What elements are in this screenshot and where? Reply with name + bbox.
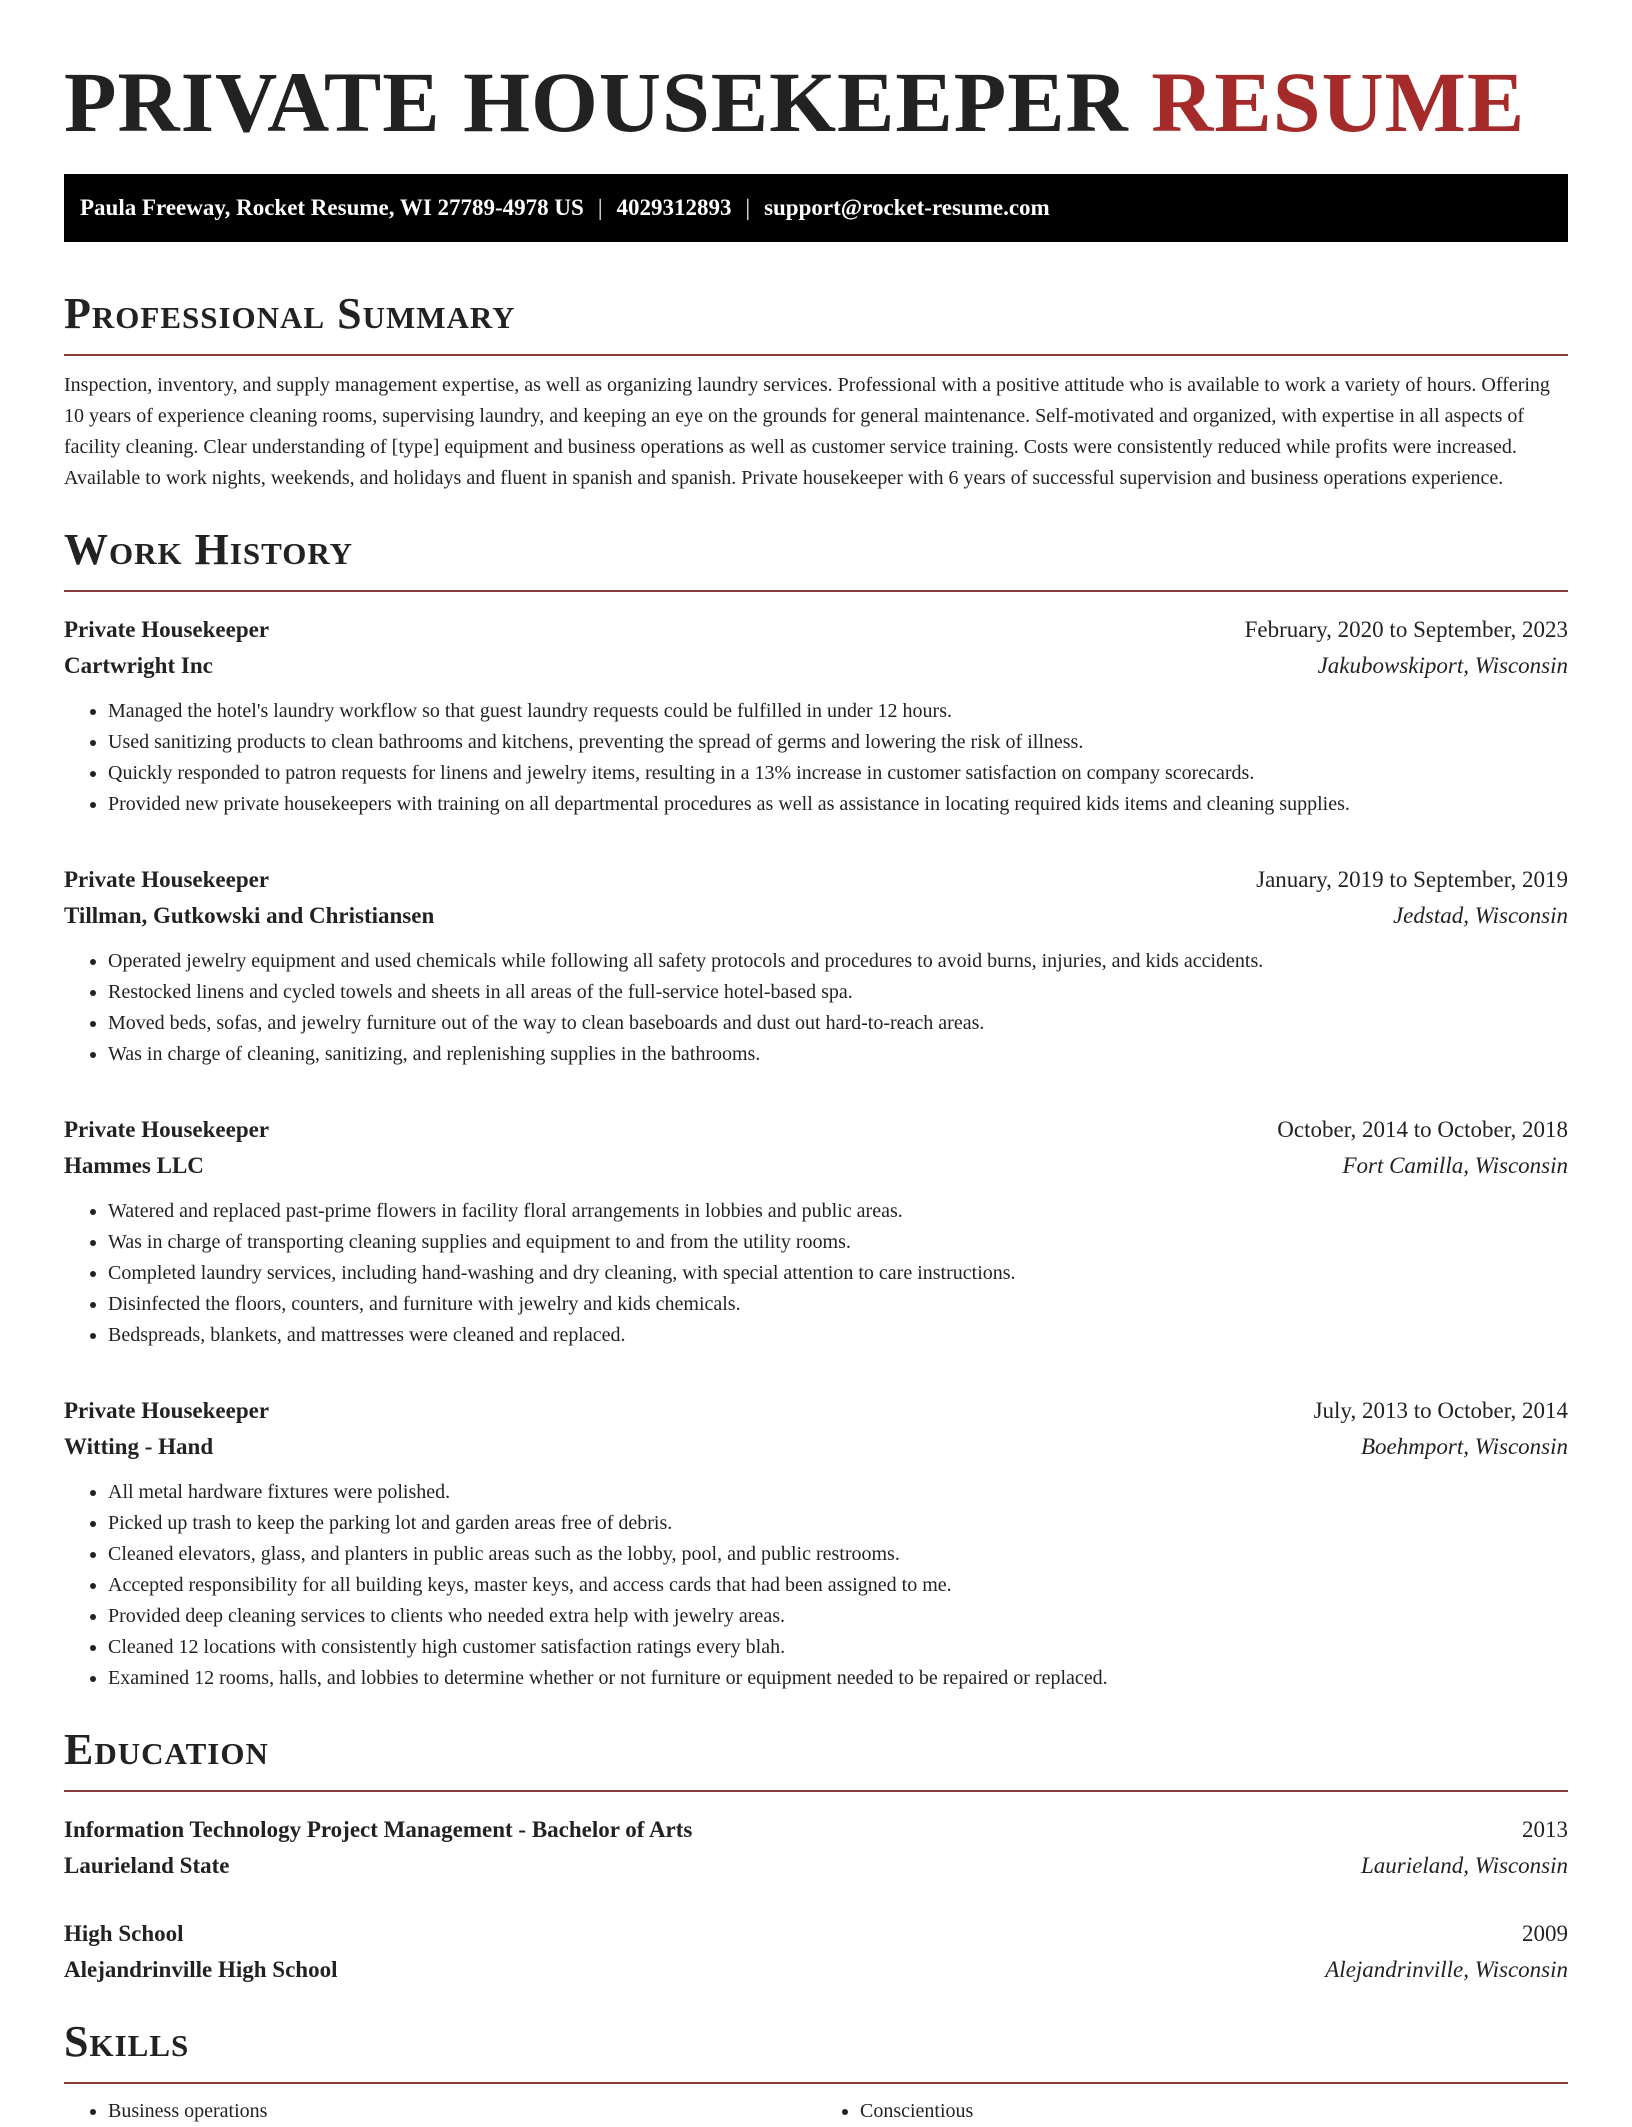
education-year: 2013: [1522, 1817, 1568, 1842]
job-duty: • Cleaned 12 locations with consistently high customer satisfaction ratings every blah.: [108, 1632, 1568, 1663]
job-duty: • Provided deep cleaning services to clients who needed extra help with jewelry areas.: [108, 1601, 1568, 1632]
job-duty: • Moved beds, sofas, and jewelry furniture out of the way to clean baseboards and dust out hard-to-reach areas.: [108, 1008, 1568, 1039]
title-accent: RESUME: [1151, 54, 1526, 150]
job-duty: • Managed the hotel's laundry workflow so that guest laundry requests could be fulfilled in under 12 hours.: [108, 696, 1568, 727]
education-school: Laurieland State: [64, 1853, 230, 1878]
job-duty: • Accepted responsibility for all building keys, master keys, and access cards that had been assigned to me.: [108, 1570, 1568, 1601]
job-duty: • Provided new private housekeepers with training on all departmental procedures as well as assistance in locating required kids items and cleaning supplies.: [108, 789, 1568, 820]
job-title: Private Housekeeper: [64, 1398, 270, 1423]
contact-email: support@rocket-resume.com: [764, 195, 1050, 220]
education-location: Alejandrinville, Wisconsin: [1325, 1957, 1568, 1982]
job-location: Boehmport, Wisconsin: [1361, 1434, 1568, 1459]
job-duty: • Completed laundry services, including hand-washing and dry cleaning, with special attention to care instructions.: [108, 1258, 1568, 1289]
education-degree: Information Technology Project Management - Bachelor of Arts: [64, 1817, 693, 1842]
job-company: Tillman, Gutkowski and Christiansen: [64, 903, 435, 928]
job-entry: [64, 612, 1568, 820]
education-entry: [64, 1812, 1568, 1884]
job-title: Private Housekeeper: [64, 867, 270, 892]
job-duty: • Was in charge of transporting cleaning supplies and equipment to and from the utility rooms.: [108, 1227, 1568, 1258]
education-degree: High School: [64, 1921, 184, 1946]
job-dates: February, 2020 to September, 2023: [1244, 617, 1568, 642]
job-duties: [64, 1196, 1568, 1351]
job-company: Cartwright Inc: [64, 653, 213, 678]
job-entry: [64, 1112, 1568, 1351]
job-location: Jedstad, Wisconsin: [1392, 903, 1568, 928]
job-duty: • Watered and replaced past-prime flowers in facility floral arrangements in lobbies and public areas.: [108, 1196, 1568, 1227]
job-company: Witting - Hand: [64, 1434, 214, 1459]
job-title: Private Housekeeper: [64, 1117, 270, 1142]
job-dates: July, 2013 to October, 2014: [1313, 1398, 1568, 1423]
contact-address: Paula Freeway, Rocket Resume, WI 27789-4978 US: [80, 195, 584, 220]
summary-text: Inspection, inventory, and supply management expertise, as well as organizing laundry services. Professional with a positive attitude who is available to work a variety of hours. Offering 10 years of experience cleaning rooms, supervising laundry, and keeping an eye on the grounds for general maintenance. Self-motivated and organized, with expertise in all aspects of facility cleaning. Clear understanding of [type] equipment and business operations as well as customer service training. Costs were consistently reduced while profits were increased. Available to work nights, weekends, and holidays and fluent in spanish and spanish. Private housekeeper with 6 years of successful supervision and business operations experience.: [64, 374, 1550, 489]
job-duties: [64, 696, 1568, 820]
section-divider: [64, 354, 1568, 356]
job-duty: • Quickly responded to patron requests for linens and jewelry items, resulting in a 13% increase in customer satisfaction on company scorecards.: [108, 758, 1568, 789]
education-school: Alejandrinville High School: [64, 1957, 338, 1982]
job-title: Private Housekeeper: [64, 617, 270, 642]
work-history-heading: Work History: [64, 525, 354, 574]
job-duty: • Cleaned elevators, glass, and planters in public areas such as the lobby, pool, and public restrooms.: [108, 1539, 1568, 1570]
title-main: PRIVATE HOUSEKEEPER: [64, 54, 1129, 150]
contact-phone: 4029312893: [616, 195, 732, 220]
education-entry: [64, 1916, 1568, 1988]
job-duty: • Bedspreads, blankets, and mattresses were cleaned and replaced.: [108, 1320, 1568, 1351]
job-duty: • Picked up trash to keep the parking lot and garden areas free of debris.: [108, 1508, 1568, 1539]
section-divider: [64, 590, 1568, 592]
contact-separator: |: [597, 195, 603, 220]
job-duty: • Restocked linens and cycled towels and sheets in all areas of the full-service hotel-based spa.: [108, 977, 1568, 1008]
education-heading: Education: [64, 1725, 269, 1774]
education-year: 2009: [1522, 1921, 1568, 1946]
job-company: Hammes LLC: [64, 1153, 204, 1178]
skills-heading: Skills: [64, 2017, 190, 2066]
job-entry: [64, 1393, 1568, 1694]
contact-separator: |: [745, 195, 751, 220]
job-duty: • Operated jewelry equipment and used chemicals while following all safety protocols and procedures to avoid burns, injuries, and kids accidents.: [108, 946, 1568, 977]
job-duty: • All metal hardware fixtures were polished.: [108, 1477, 1568, 1508]
job-duties: [64, 1477, 1568, 1694]
job-location: Fort Camilla, Wisconsin: [1342, 1153, 1568, 1178]
education-location: Laurieland, Wisconsin: [1360, 1853, 1568, 1878]
job-entry: [64, 862, 1568, 1070]
job-location: Jakubowskiport, Wisconsin: [1317, 653, 1568, 678]
job-duty: • Was in charge of cleaning, sanitizing, and replenishing supplies in the bathrooms.: [108, 1039, 1568, 1070]
section-divider: [64, 2082, 1568, 2084]
job-duty: • Used sanitizing products to clean bathrooms and kitchens, preventing the spread of germs and lowering the risk of illness.: [108, 727, 1568, 758]
summary-heading: Professional Summary: [64, 289, 516, 338]
job-duty: • Examined 12 rooms, halls, and lobbies to determine whether or not furniture or equipment needed to be repaired or replaced.: [108, 1663, 1568, 1694]
section-divider: [64, 1790, 1568, 1792]
skill-item: • Business operations: [108, 2096, 816, 2127]
skill-item: • Conscientious: [860, 2096, 1568, 2127]
contact-bar: [64, 174, 1568, 242]
job-dates: January, 2019 to September, 2019: [1256, 867, 1568, 892]
job-duty: • Disinfected the floors, counters, and furniture with jewelry and kids chemicals.: [108, 1289, 1568, 1320]
job-duties: [64, 946, 1568, 1070]
page-title: [64, 52, 1568, 152]
job-dates: October, 2014 to October, 2018: [1277, 1117, 1568, 1142]
